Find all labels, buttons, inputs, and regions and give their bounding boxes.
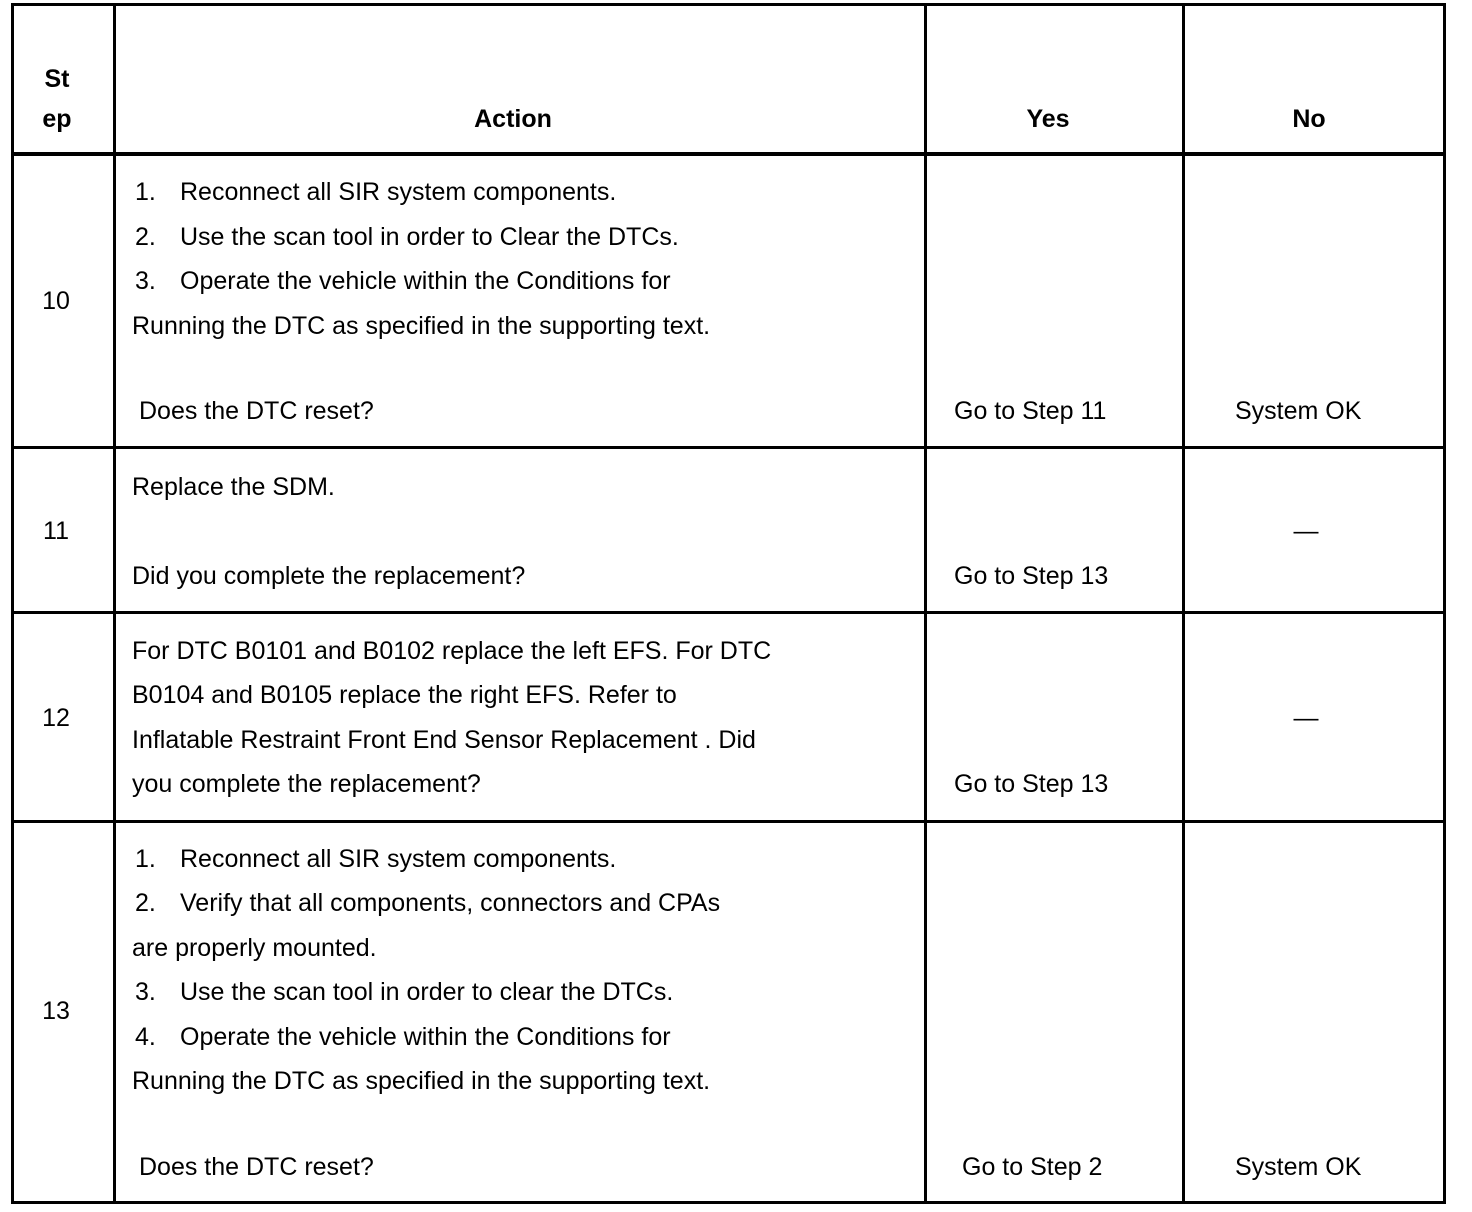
action-line: Inflatable Restraint Front End Sensor Replacement . Did	[132, 726, 756, 754]
header-yes: Yes	[1026, 105, 1070, 133]
action-list-number: 2.	[135, 889, 156, 917]
no-result: —	[1293, 704, 1319, 732]
border-bottom	[11, 1201, 1446, 1204]
header-action: Action	[474, 105, 552, 133]
no-result: —	[1293, 517, 1319, 545]
action-line: Running the DTC as specified in the supporting text.	[132, 312, 711, 340]
action-question: Does the DTC reset?	[139, 397, 374, 425]
border-left	[11, 3, 14, 1204]
no-result: System OK	[1235, 397, 1362, 425]
action-list-number: 4.	[135, 1023, 156, 1051]
action-list-number: 2.	[135, 223, 156, 251]
yes-result: Go to Step 11	[954, 397, 1107, 425]
action-line: Use the scan tool in order to Clear the DTCs.	[180, 223, 679, 251]
action-question: Does the DTC reset?	[139, 1153, 374, 1181]
action-line: Verify that all components, connectors and CPAs	[180, 889, 721, 917]
yes-result: Go to Step 13	[954, 562, 1109, 590]
border-step-action	[113, 3, 116, 1204]
header-no: No	[1292, 105, 1326, 133]
action-line: are properly mounted.	[132, 934, 377, 962]
border-yes-no	[1182, 3, 1185, 1204]
action-line: Replace the SDM.	[132, 473, 335, 501]
step-number: 11	[43, 517, 69, 545]
step-number: 12	[42, 704, 70, 732]
header-step-line2: ep	[42, 105, 72, 133]
yes-result: Go to Step 2	[962, 1153, 1103, 1181]
border-header-bottom	[11, 152, 1446, 156]
action-list-number: 3.	[135, 267, 156, 295]
action-line: Reconnect all SIR system components.	[180, 178, 617, 206]
step-number: 13	[42, 997, 70, 1025]
action-list-number: 1.	[135, 845, 156, 873]
step-number: 10	[42, 287, 70, 315]
action-line: Use the scan tool in order to clear the DTCs.	[180, 978, 674, 1006]
action-line: Reconnect all SIR system components.	[180, 845, 617, 873]
action-list-number: 1.	[135, 178, 156, 206]
action-line: Running the DTC as specified in the supporting text.	[132, 1067, 711, 1095]
action-line: For DTC B0101 and B0102 replace the left EFS. For DTC	[132, 637, 772, 665]
border-row-11-bottom	[11, 611, 1446, 614]
border-right	[1443, 3, 1446, 1204]
yes-result: Go to Step 13	[954, 770, 1109, 798]
border-row-10-bottom	[11, 446, 1446, 449]
no-result: System OK	[1235, 1153, 1362, 1181]
action-line: Operate the vehicle within the Conditions for	[180, 267, 671, 295]
action-question: Did you complete the replacement?	[132, 562, 526, 590]
action-line: you complete the replacement?	[132, 770, 481, 798]
border-top	[11, 3, 1446, 6]
action-line: Operate the vehicle within the Conditions for	[180, 1023, 671, 1051]
action-line: B0104 and B0105 replace the right EFS. Refer to	[132, 681, 677, 709]
border-row-12-bottom	[11, 820, 1446, 823]
action-list-number: 3.	[135, 978, 156, 1006]
border-action-yes	[924, 3, 927, 1204]
header-step-line1: St	[44, 65, 70, 93]
